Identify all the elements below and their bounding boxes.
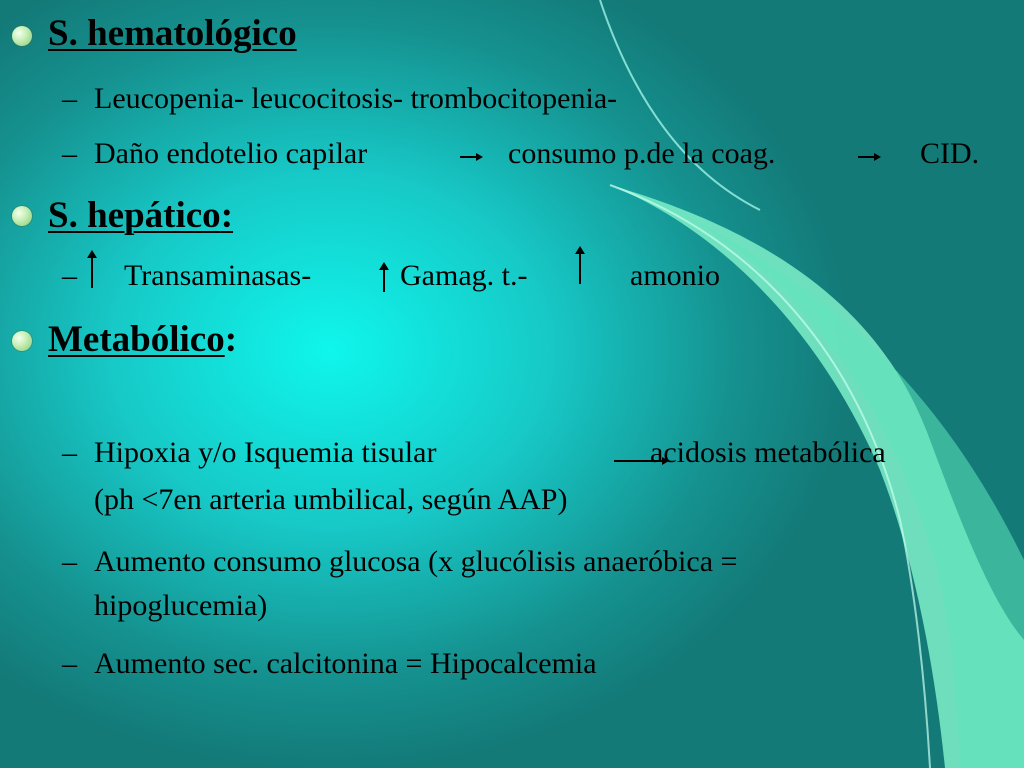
dash-marker: – [62, 647, 77, 680]
dash-marker: – [62, 137, 77, 170]
dash-marker: – [62, 436, 77, 469]
list-item-text: Transaminasas- [124, 259, 312, 292]
arrow-right-icon [858, 152, 882, 162]
list-item-text: hipoglucemia) [94, 589, 268, 622]
list-item-text: Aumento sec. calcitonina = Hipocalcemia [94, 647, 597, 680]
arrow-up-icon [86, 250, 98, 290]
bullet-point-icon [12, 331, 32, 351]
arrow-up-icon [378, 262, 390, 294]
list-item-text: Hipoxia y/o Isquemia tisular [94, 436, 437, 469]
list-item-text: acidosis metabólica [650, 436, 886, 469]
dash-marker: – [62, 259, 77, 292]
section-title-text: S. hepático: [48, 195, 234, 236]
bullet-point-icon [12, 206, 32, 226]
bullet-point-icon [12, 26, 32, 46]
dash-marker: – [62, 545, 77, 578]
list-item-text: amonio [630, 259, 720, 292]
list-item-text: Aumento consumo glucosa (x glucólisis anaeróbica = [94, 545, 738, 578]
dash-marker: – [62, 82, 77, 115]
list-item-text: Daño endotelio capilar [94, 137, 368, 170]
arrow-right-icon [460, 152, 484, 162]
list-item-text: Leucopenia- leucocitosis- trombocitopenia- [94, 82, 618, 115]
list-item-text: (ph <7en arteria umbilical, según AAP) [94, 483, 568, 516]
section-title-text: S. hematológico [48, 13, 297, 54]
arrow-up-icon [574, 246, 586, 286]
list-item-text: CID. [920, 137, 980, 170]
section-title-metabolico: Metabólico: [48, 319, 238, 360]
section-title-text: Metabólico [48, 319, 225, 360]
list-item-text: Gamag. t.- [400, 259, 528, 292]
list-item-text: consumo p.de la coag. [508, 137, 776, 170]
section-title-hepatico [48, 196, 233, 236]
section-title-hematologico [48, 14, 297, 54]
